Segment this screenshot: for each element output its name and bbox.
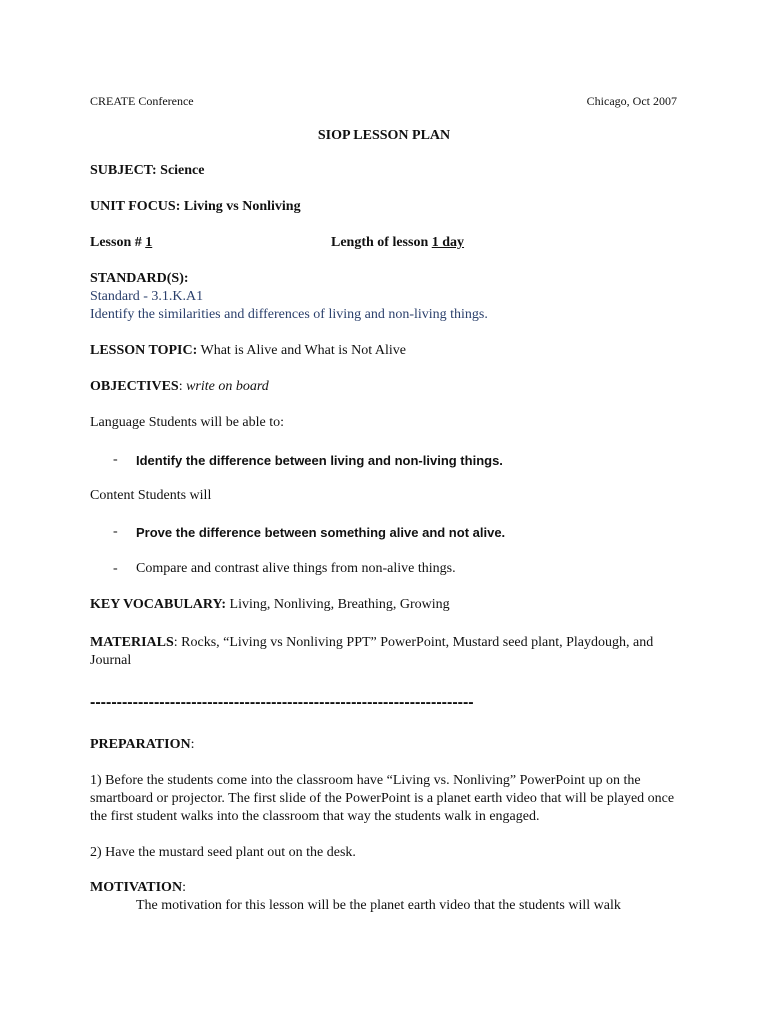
lesson-length-line: [331, 235, 464, 251]
lesson-length-value: 1 day: [431, 235, 465, 250]
header-conference: CREATE Conference: [90, 94, 194, 108]
subject-line: [90, 163, 204, 179]
content-objective-item: Prove the difference between something alive and not alive.: [136, 525, 506, 540]
lesson-number-label: Lesson #: [90, 235, 142, 250]
motivation-text: The motivation for this lesson will be the planet earth video that the students will walk: [136, 898, 621, 913]
bullet-dash: -: [113, 524, 118, 539]
objectives-value: write on board: [186, 379, 269, 394]
lesson-number-value: 1: [145, 235, 153, 250]
key-vocabulary-line: [90, 597, 450, 613]
preparation-label: PREPARATION: [90, 737, 191, 752]
lesson-topic-value: What is Alive and What is Not Alive: [200, 343, 406, 358]
preparation-step-2: 2) Have the mustard seed plant out on the desk.: [90, 845, 356, 860]
preparation-separator: :: [190, 737, 195, 752]
subject-label: SUBJECT:: [90, 163, 157, 178]
bullet-dash: -: [113, 452, 118, 467]
content-intro: Content Students will: [90, 488, 212, 503]
motivation-heading: [90, 880, 186, 896]
objectives-separator: :: [178, 379, 183, 394]
lesson-topic-label: LESSON TOPIC:: [90, 343, 198, 358]
section-divider: ------------------------------------------------------------------------: [90, 694, 474, 711]
lesson-topic-line: [90, 343, 406, 359]
unit-focus-line: [90, 199, 301, 215]
materials-paragraph: [90, 634, 680, 670]
motivation-separator: :: [182, 880, 186, 895]
key-vocabulary-value: Living, Nonliving, Breathing, Growing: [229, 597, 450, 612]
subject-value: Science: [160, 163, 205, 178]
objectives-label: OBJECTIVES: [90, 379, 179, 394]
preparation-step-1: 1) Before the students come into the classroom have “Living vs. Nonliving” PowerPoint up on the smartboard or projector. The first slide of the PowerPoint is a planet earth video that will be played once the first student walks into the classroom that way the students walk in engaged.: [90, 773, 675, 824]
materials-label: MATERIALS: [90, 635, 174, 650]
header-location-date: Chicago, Oct 2007: [586, 94, 677, 108]
lesson-length-label: Length of lesson: [331, 235, 429, 250]
language-objective-item: Identify the difference between living and non-living things.: [136, 453, 503, 468]
unit-focus-label: UNIT FOCUS:: [90, 199, 181, 214]
lesson-number-line: [90, 235, 152, 251]
standards-label: STANDARD(S):: [90, 271, 189, 286]
key-vocabulary-label: KEY VOCABULARY:: [90, 597, 227, 612]
standard-description: Identify the similarities and differences of living and non-living things.: [90, 307, 488, 322]
content-objective-item: Compare and contrast alive things from non-alive things.: [136, 561, 456, 576]
unit-focus-value: Living vs Nonliving: [183, 199, 301, 214]
bullet-dash: -: [113, 561, 118, 576]
materials-value: : Rocks, “Living vs Nonliving PPT” PowerPoint, Mustard seed plant, Playdough, and Journal: [90, 635, 654, 668]
objectives-line: [90, 379, 269, 395]
preparation-heading: [90, 737, 194, 753]
page-title: SIOP LESSON PLAN: [317, 128, 451, 143]
standard-code: Standard - 3.1.K.A1: [90, 289, 204, 304]
motivation-label: MOTIVATION: [90, 880, 183, 895]
language-intro: Language Students will be able to:: [90, 415, 285, 430]
